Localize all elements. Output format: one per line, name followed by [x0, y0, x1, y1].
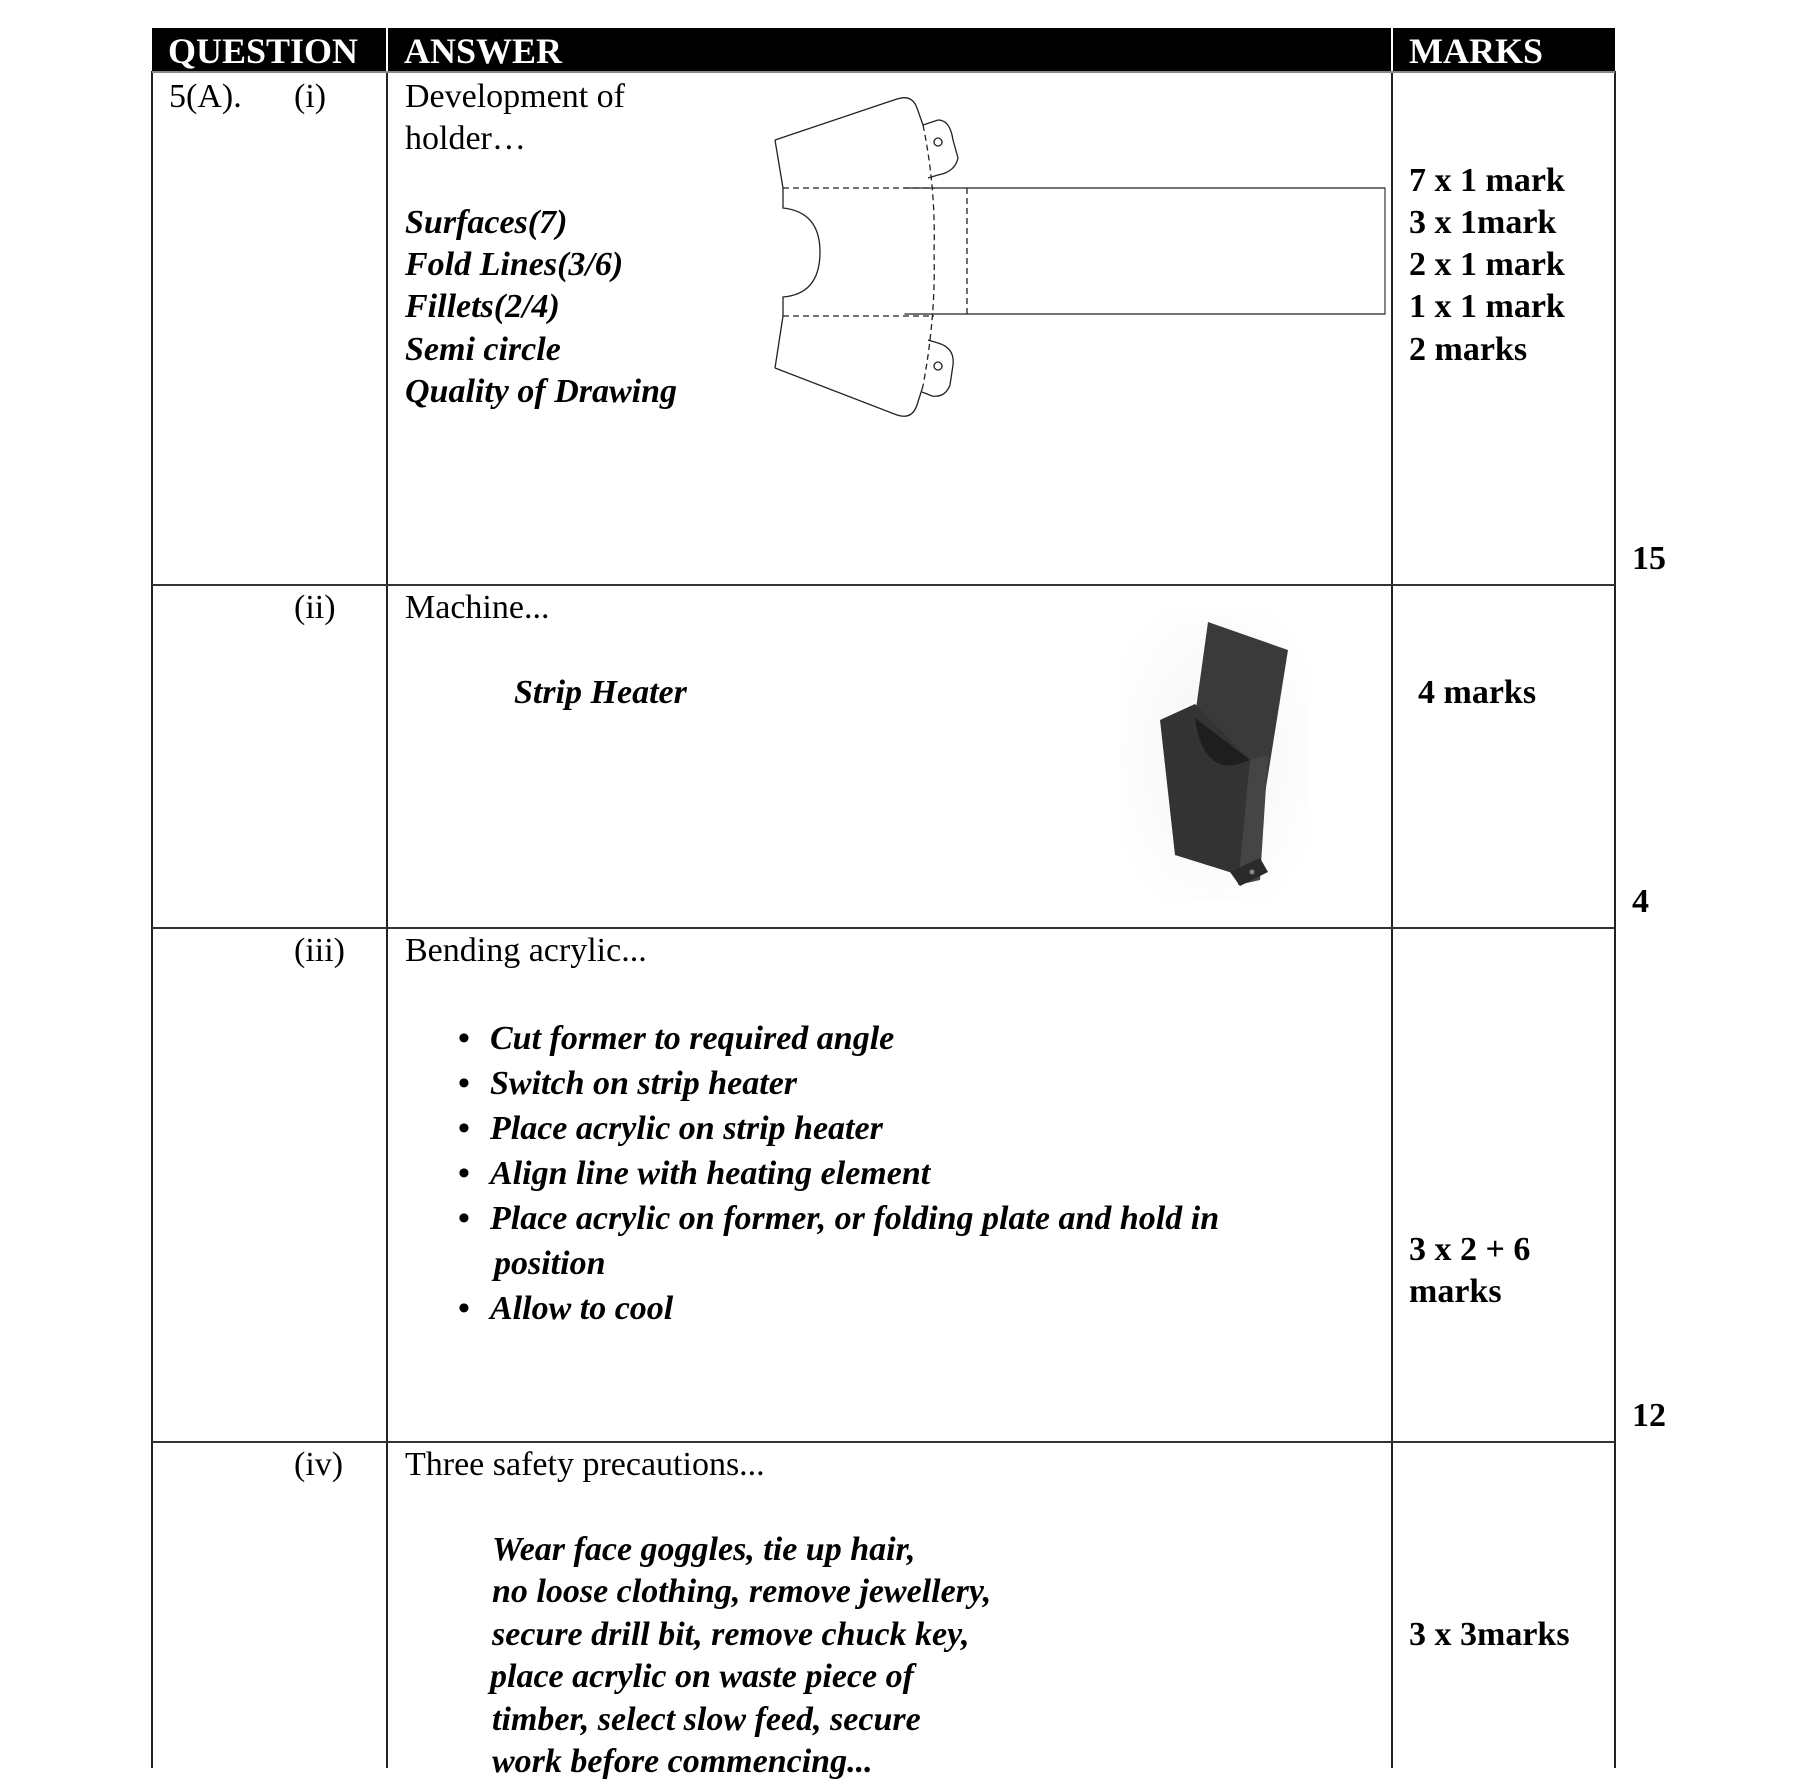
question-part: (ii) — [294, 589, 336, 626]
header-answer: ANSWER — [404, 31, 563, 71]
answer-line: place acrylic on waste piece of — [490, 1658, 914, 1695]
answer-prompt: Machine... — [405, 589, 550, 626]
answer-line: secure drill bit, remove chuck key, — [492, 1616, 970, 1653]
row-divider — [152, 927, 1615, 929]
acrylic-holder-render — [1120, 610, 1310, 900]
step-item: • Place acrylic on former, or folding plate and hold in position — [458, 1196, 1219, 1286]
table-border-left — [151, 71, 153, 1768]
marks-item: 3 x 2 + 6 — [1409, 1231, 1531, 1268]
step-item: • Switch on strip heater — [458, 1061, 1219, 1106]
marks-item: 7 x 1 mark — [1409, 162, 1565, 199]
question-part: (iii) — [294, 932, 345, 969]
criteria-item: Fold Lines(3/6) — [405, 246, 624, 283]
answer-prompt: Three safety precautions... — [405, 1446, 765, 1483]
answer-text: Strip Heater — [514, 674, 687, 711]
question-part: (i) — [294, 78, 327, 115]
answer-line: work before commencing... — [492, 1743, 873, 1780]
development-net-drawing — [760, 80, 1390, 420]
row-divider — [152, 1441, 1615, 1443]
answer-prompt: holder… — [405, 120, 526, 157]
answer-prompt: Development of — [405, 78, 625, 115]
step-item: • Place acrylic on strip heater — [458, 1106, 1219, 1151]
section-total: 4 — [1632, 883, 1649, 920]
row-divider — [152, 584, 1615, 586]
marks-item: 4 marks — [1418, 674, 1537, 711]
header-marks: MARKS — [1409, 31, 1543, 71]
marks-item: 2 x 1 mark — [1409, 246, 1565, 283]
criteria-item: Fillets(2/4) — [405, 288, 560, 325]
column-divider-marks — [1391, 71, 1393, 1768]
section-total: 12 — [1632, 1397, 1666, 1434]
step-item: • Allow to cool — [458, 1286, 1219, 1331]
table-header — [152, 28, 1615, 71]
header-question: QUESTION — [168, 31, 359, 71]
marks-item: 2 marks — [1409, 331, 1528, 368]
column-divider-question — [386, 71, 388, 1768]
answer-line: Wear face goggles, tie up hair, — [492, 1531, 916, 1568]
question-part: (iv) — [294, 1446, 344, 1483]
criteria-item: Quality of Drawing — [405, 373, 678, 410]
table-border-right — [1614, 71, 1616, 1768]
step-item: • Cut former to required angle — [458, 1016, 1219, 1061]
question-number: 5(A). — [169, 78, 242, 115]
criteria-item: Surfaces(7) — [405, 204, 568, 241]
marks-item: 1 x 1 mark — [1409, 288, 1565, 325]
marks-item: 3 x 3marks — [1409, 1616, 1570, 1653]
marks-item: 3 x 1mark — [1409, 204, 1557, 241]
steps-list — [458, 1016, 1219, 1331]
marks-item: marks — [1409, 1273, 1502, 1310]
answer-line: no loose clothing, remove jewellery, — [492, 1573, 992, 1610]
section-total: 15 — [1632, 540, 1666, 577]
answer-line: timber, select slow feed, secure — [492, 1701, 921, 1738]
criteria-item: Semi circle — [405, 331, 561, 368]
header-underline — [152, 71, 1615, 73]
answer-prompt: Bending acrylic... — [405, 932, 647, 969]
step-item: • Align line with heating element — [458, 1151, 1219, 1196]
step-continuation: position — [494, 1245, 606, 1282]
